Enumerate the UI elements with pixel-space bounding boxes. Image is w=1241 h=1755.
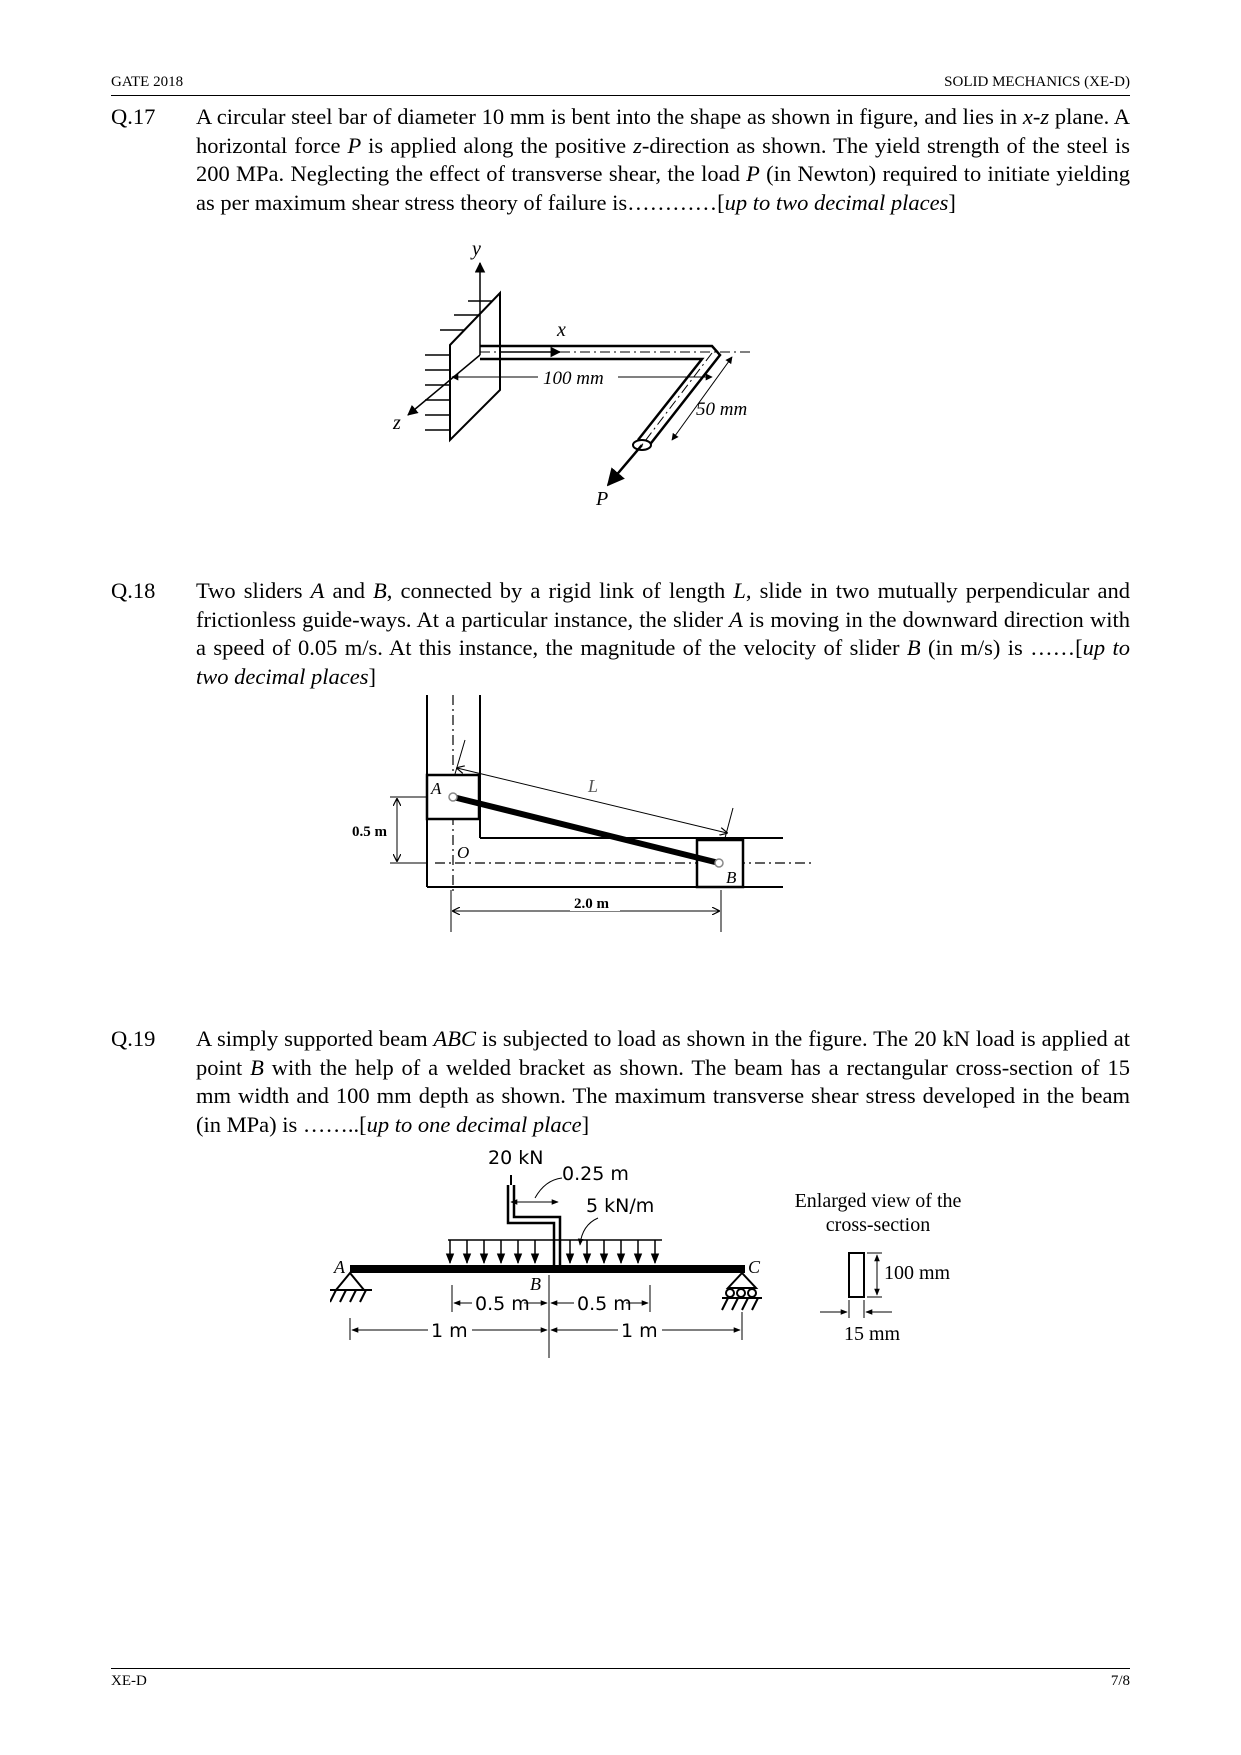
roller-support-c — [722, 1273, 762, 1310]
bracket-offset-label: 0.25 m — [562, 1163, 629, 1185]
pin-a — [449, 793, 457, 801]
question-text — [196, 103, 1130, 217]
header-exam-title: GATE 2018 — [111, 74, 184, 90]
question-number: Q.19 — [111, 1026, 156, 1051]
length-dimension-label: 100 mm — [543, 368, 604, 389]
span-left-dimension: 1 m — [431, 1320, 468, 1342]
italic-term: up to two decimal places — [724, 189, 949, 215]
cross-section-rectangle — [849, 1253, 864, 1297]
section-title-line-1: Enlarged view of the — [794, 1190, 962, 1212]
text-run: , slide in two mutually perpendicular and frictionless guide-ways. At a particular instance, the slider — [196, 578, 1130, 632]
rigid-link — [453, 797, 719, 863]
text-run: ] — [581, 1111, 590, 1137]
bent-bar — [480, 346, 720, 450]
pin-b — [715, 859, 723, 867]
horizontal-dimension-label: 2.0 m — [574, 896, 609, 912]
text-run: is subjected to load as shown in the figure. The 20 kN load is applied at point — [196, 1026, 1130, 1080]
italic-term: P — [746, 161, 760, 186]
text-run: A simply supported beam — [196, 1026, 434, 1051]
header-paper-title: SOLID MECHANICS (XE-D) — [944, 74, 1130, 90]
question-number: Q.18 — [111, 578, 156, 603]
question-number: Q.17 — [111, 104, 156, 129]
origin-label: O — [457, 843, 470, 862]
header-rule — [111, 95, 1130, 96]
text-run: Two sliders — [196, 578, 311, 603]
q18-sliders-figure — [345, 690, 825, 940]
text-run: plane. A horizontal force — [196, 104, 1131, 158]
force-label: P — [596, 488, 609, 510]
text-run: with the help of a welded bracket as shown. The beam has a rectangular cross-section of 15 mm width and 100 mm depth as shown. The maximum transverse shear stress developed in the beam (in MPa) is ……..[ — [196, 1054, 1130, 1137]
udl-arrows — [450, 1240, 655, 1263]
section-width-label: 15 mm — [844, 1323, 901, 1345]
text-run: ] — [368, 663, 376, 689]
italic-term: B — [250, 1054, 264, 1080]
z-axis-label: z — [393, 412, 401, 434]
italic-term: L — [733, 578, 746, 603]
y-axis-label: y — [472, 238, 481, 260]
text-run: is moving in the downward direction with a speed of 0.05 m/s. At this instance, the magnitude of the velocity of slider — [196, 606, 1130, 660]
q19-beam-figure — [330, 1140, 1000, 1365]
bend-dimension-label: 50 mm — [696, 399, 748, 420]
italic-term: A — [729, 606, 743, 632]
italic-term: A — [310, 578, 325, 603]
text-run: A circular steel bar of diameter 10 mm is bent into the shape as shown in figure, and lies in — [196, 104, 1023, 129]
section-title-line-2: cross-section — [825, 1214, 931, 1236]
span-right-dimension: 1 m — [621, 1320, 658, 1342]
slider-a-label: A — [431, 779, 442, 798]
italic-term: up to two decimal places — [196, 635, 1130, 689]
welded-bracket — [508, 1185, 560, 1265]
text-run: is applied along the positive — [361, 132, 634, 158]
italic-term: B — [906, 635, 921, 660]
text-run: (in m/s) is ……[ — [920, 635, 1083, 660]
point-load-label: 20 kN — [488, 1147, 544, 1169]
italic-term: x-z — [1022, 104, 1050, 129]
link-length-label: L — [588, 776, 599, 796]
udl-label: 5 kN/m — [586, 1195, 655, 1217]
q17-bent-bar-figure — [380, 235, 800, 520]
text-run: , connected by a rigid link of length — [386, 578, 734, 603]
beam-abc — [350, 1265, 745, 1273]
italic-term: ABC — [433, 1026, 477, 1051]
footer-page-number: 7/8 — [1110, 1673, 1130, 1689]
section-depth-label: 100 mm — [884, 1262, 951, 1284]
italic-term: z — [633, 132, 642, 158]
udl-left-dimension: 0.5 m — [475, 1293, 530, 1315]
slider-b-label: B — [726, 868, 737, 887]
footer-rule — [111, 1668, 1130, 1669]
point-c-label: C — [748, 1257, 761, 1277]
pin-support-a — [330, 1273, 372, 1302]
italic-term: B — [373, 578, 387, 603]
italic-term: up to one decimal place — [366, 1111, 582, 1137]
x-axis-label: x — [557, 319, 566, 341]
question-text — [196, 577, 1130, 691]
vertical-dimension-label: 0.5 m — [352, 824, 387, 840]
question-text — [196, 1025, 1130, 1139]
point-b-label: B — [530, 1274, 541, 1294]
text-run: ] — [948, 189, 956, 215]
text-run: (in Newton) required to initiate yielding as per maximum shear stress theory of failure is…………[ — [196, 161, 1130, 215]
udl-right-dimension: 0.5 m — [577, 1293, 632, 1315]
point-a-label: A — [334, 1257, 345, 1277]
force-arrow — [608, 445, 642, 485]
text-run: and — [324, 578, 374, 603]
footer-section-code: XE-D — [111, 1673, 147, 1689]
italic-term: P — [347, 132, 362, 158]
text-run: -direction as shown. The yield strength of the steel is 200 MPa. Neglecting the effect of transverse shear, the load — [196, 132, 1130, 186]
